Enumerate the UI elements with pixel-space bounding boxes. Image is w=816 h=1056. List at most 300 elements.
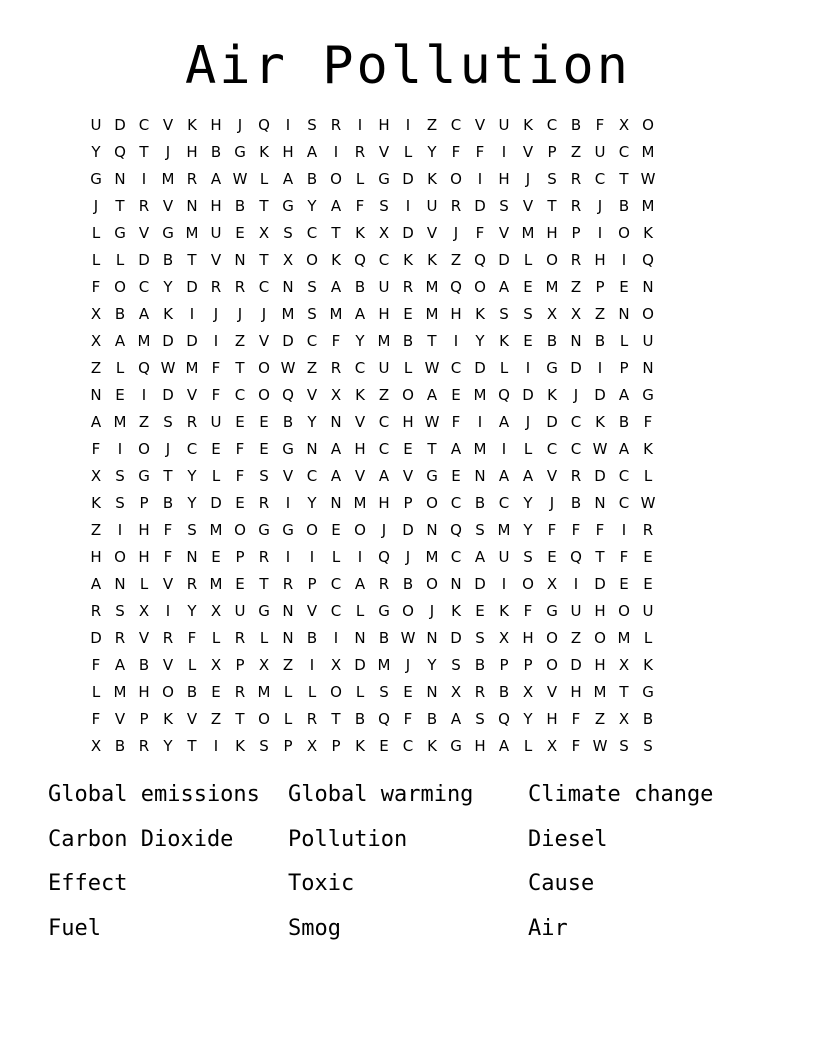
grid-letter: K [427,737,437,755]
grid-letter: A [330,467,342,485]
grid-letter: D [162,332,174,350]
grid-letter: O [474,278,486,296]
grid-letter: I [165,602,171,620]
grid-letter: I [309,548,315,566]
grid-letter: V [474,116,486,134]
grid-letter: N [330,494,342,512]
grid-letter: A [426,386,438,404]
grid-letter: R [234,278,246,296]
grid-letter: Q [498,386,510,404]
grid-letter: D [402,521,414,539]
grid-letter: C [306,332,318,350]
grid-letter: R [354,143,366,161]
grid-letter: V [282,467,294,485]
grid-letter: J [165,143,171,161]
grid-letter: K [643,440,653,458]
grid-letter: H [498,170,510,188]
grid-letter: D [594,386,606,404]
grid-letter: D [522,386,534,404]
grid-letter: L [355,170,365,188]
grid-letter: F [619,548,629,566]
grid-letter: I [405,116,411,134]
grid-letter: F [403,710,413,728]
grid-letter: P [235,656,245,674]
grid-letter: J [93,197,99,215]
grid-letter: G [378,602,390,620]
grid-letter: S [499,305,509,323]
grid-letter: U [90,116,102,134]
word-list-item: Global emissions [48,782,260,807]
grid-letter: K [187,116,197,134]
grid-letter: O [522,575,534,593]
grid-letter: V [138,629,150,647]
grid-letter: Z [90,521,102,539]
grid-letter: E [235,224,245,242]
grid-letter: D [186,278,198,296]
grid-letter: C [570,440,582,458]
grid-letter: X [330,386,342,404]
grid-letter: H [90,548,102,566]
grid-letter: S [379,197,389,215]
grid-letter: M [473,440,487,458]
grid-letter: A [498,737,510,755]
grid-letter: C [354,359,366,377]
grid-letter: O [426,575,438,593]
grid-letter: I [597,359,603,377]
grid-letter: C [306,467,318,485]
grid-letter: F [355,197,365,215]
grid-letter: B [402,332,414,350]
grid-letter: A [330,197,342,215]
grid-letter: Z [570,143,582,161]
grid-letter: F [187,629,197,647]
grid-row [84,139,732,166]
grid-letter: L [187,656,197,674]
grid-row [84,355,732,382]
grid-letter: Y [427,656,437,674]
grid-letter: T [595,548,605,566]
grid-letter: E [235,413,245,431]
grid-letter: H [210,116,222,134]
grid-letter: G [234,143,246,161]
grid-letter: S [499,197,509,215]
grid-letter: M [329,305,343,323]
grid-letter: S [115,494,125,512]
grid-letter: A [450,440,462,458]
word-list-item: Fuel [48,916,101,942]
grid-letter: H [594,251,606,269]
grid-letter: F [211,386,221,404]
grid-letter: X [210,656,222,674]
grid-letter: R [474,683,486,701]
grid-letter: B [162,251,174,269]
grid-letter: Q [498,710,510,728]
grid-letter: K [163,305,173,323]
grid-letter: P [139,710,149,728]
grid-letter: R [90,602,102,620]
letter-grid [84,112,732,760]
grid-letter: P [595,278,605,296]
grid-letter: U [498,116,510,134]
grid-letter: Y [163,278,173,296]
grid-letter: L [523,251,533,269]
grid-letter: K [475,305,485,323]
grid-letter: S [475,521,485,539]
grid-letter: I [333,629,339,647]
word-list-item: Global warming [288,782,474,807]
grid-letter: S [307,278,317,296]
grid-letter: S [259,467,269,485]
grid-letter: G [282,440,294,458]
grid-letter: T [619,170,629,188]
grid-letter: L [307,683,317,701]
grid-letter: I [333,143,339,161]
grid-letter: I [573,575,579,593]
grid-letter: O [306,521,318,539]
grid-letter: G [546,359,558,377]
grid-letter: U [498,548,510,566]
grid-letter: D [546,413,558,431]
grid-letter: V [522,143,534,161]
grid-letter: K [427,170,437,188]
grid-letter: H [594,656,606,674]
grid-letter: D [594,467,606,485]
grid-letter: R [114,629,126,647]
grid-letter: I [309,656,315,674]
grid-letter: J [405,656,411,674]
word-list-item: Diesel [528,826,608,852]
grid-letter: F [211,359,221,377]
grid-letter: L [403,143,413,161]
grid-letter: Z [282,656,294,674]
grid-letter: B [114,305,126,323]
grid-letter: E [259,413,269,431]
grid-letter: Z [234,332,246,350]
grid-letter: L [355,683,365,701]
grid-letter: I [621,251,627,269]
grid-letter: I [117,440,123,458]
grid-row [84,517,732,544]
grid-letter: C [618,143,630,161]
grid-letter: J [381,521,387,539]
grid-letter: I [141,170,147,188]
grid-letter: A [450,710,462,728]
grid-letter: N [330,413,342,431]
grid-letter: C [138,278,150,296]
grid-letter: W [640,170,656,188]
grid-letter: E [403,305,413,323]
grid-letter: P [235,548,245,566]
grid-letter: F [475,224,485,242]
grid-letter: V [186,710,198,728]
grid-letter: X [90,305,102,323]
grid-letter: C [450,494,462,512]
grid-letter: F [571,521,581,539]
word-list-item: Effect [48,871,128,897]
grid-letter: B [618,197,630,215]
grid-letter: A [498,413,510,431]
grid-letter: D [282,332,294,350]
grid-letter: V [354,413,366,431]
grid-letter: W [160,359,176,377]
grid-row [84,301,732,328]
grid-letter: X [618,656,630,674]
grid-letter: D [90,629,102,647]
grid-letter: R [186,170,198,188]
grid-letter: L [403,359,413,377]
grid-letter: C [138,116,150,134]
grid-letter: W [400,629,416,647]
grid-letter: F [163,521,173,539]
grid-letter: A [354,305,366,323]
grid-row [84,193,732,220]
grid-letter: S [619,737,629,755]
grid-letter: R [234,683,246,701]
grid-letter: T [331,224,341,242]
grid-letter: D [402,170,414,188]
grid-letter: L [139,575,149,593]
grid-letter: O [594,629,606,647]
grid-letter: X [90,467,102,485]
grid-letter: T [259,575,269,593]
grid-letter: O [450,170,462,188]
grid-letter: X [546,737,558,755]
grid-letter: V [162,575,174,593]
grid-letter: F [91,278,101,296]
grid-letter: I [213,332,219,350]
grid-letter: L [91,683,101,701]
grid-letter: X [306,737,318,755]
grid-letter: I [357,116,363,134]
grid-letter: J [213,305,219,323]
grid-letter: I [453,332,459,350]
grid-letter: I [117,521,123,539]
grid-letter: S [307,116,317,134]
grid-letter: F [235,440,245,458]
grid-letter: C [186,440,198,458]
grid-letter: J [549,494,555,512]
grid-letter: R [258,548,270,566]
grid-letter: D [186,332,198,350]
grid-letter: L [259,170,269,188]
grid-letter: N [282,629,294,647]
grid-letter: N [186,197,198,215]
grid-letter: K [163,710,173,728]
grid-letter: F [595,521,605,539]
grid-letter: C [546,116,558,134]
grid-letter: B [378,629,390,647]
grid-letter: Z [450,251,462,269]
grid-letter: F [595,116,605,134]
grid-letter: T [235,359,245,377]
grid-letter: I [405,197,411,215]
grid-letter: N [426,521,438,539]
grid-letter: R [258,494,270,512]
grid-letter: D [402,224,414,242]
grid-letter: N [426,629,438,647]
grid-letter: U [234,602,246,620]
grid-letter: B [594,332,606,350]
grid-letter: G [138,467,150,485]
grid-letter: L [523,440,533,458]
grid-letter: H [546,710,558,728]
grid-letter: O [258,359,270,377]
grid-letter: K [259,143,269,161]
grid-letter: A [378,467,390,485]
grid-letter: O [426,494,438,512]
grid-letter: P [307,575,317,593]
grid-letter: A [618,440,630,458]
grid-letter: O [402,602,414,620]
grid-letter: K [595,413,605,431]
grid-row [84,436,732,463]
grid-letter: Q [138,359,150,377]
grid-letter: I [621,521,627,539]
grid-letter: I [477,170,483,188]
grid-letter: E [619,575,629,593]
grid-letter: M [641,197,655,215]
grid-letter: S [187,521,197,539]
grid-letter: C [402,737,414,755]
grid-letter: F [91,710,101,728]
grid-letter: X [618,710,630,728]
grid-letter: H [402,413,414,431]
grid-letter: E [523,278,533,296]
grid-letter: B [354,278,366,296]
grid-row [84,733,732,760]
grid-letter: O [546,656,558,674]
grid-letter: H [138,548,150,566]
grid-letter: B [114,737,126,755]
grid-letter: T [115,197,125,215]
grid-letter: T [139,143,149,161]
grid-letter: O [618,224,630,242]
grid-letter: P [139,494,149,512]
grid-letter: L [619,332,629,350]
grid-letter: Q [474,251,486,269]
grid-letter: G [426,467,438,485]
grid-letter: R [210,278,222,296]
grid-letter: Y [91,143,101,161]
grid-letter: R [642,521,654,539]
word-list-item: Air [528,916,568,942]
grid-letter: Q [570,548,582,566]
grid-letter: M [377,332,391,350]
grid-letter: B [570,116,582,134]
grid-letter: I [285,116,291,134]
grid-letter: N [594,494,606,512]
grid-letter: M [545,278,559,296]
grid-letter: E [547,548,557,566]
grid-letter: D [474,359,486,377]
grid-letter: M [641,143,655,161]
grid-letter: C [570,413,582,431]
grid-letter: I [357,548,363,566]
grid-letter: K [643,656,653,674]
grid-letter: F [643,413,653,431]
grid-letter: V [306,386,318,404]
grid-letter: G [642,683,654,701]
grid-letter: V [114,710,126,728]
grid-letter: H [282,143,294,161]
grid-letter: B [426,710,438,728]
grid-letter: V [402,467,414,485]
grid-letter: D [138,251,150,269]
word-list-item: Toxic [288,871,355,897]
grid-letter: V [426,224,438,242]
grid-letter: V [162,197,174,215]
grid-letter: X [330,656,342,674]
grid-letter: A [138,305,150,323]
grid-letter: X [570,305,582,323]
grid-letter: K [403,251,413,269]
word-list-item: Pollution [288,826,408,852]
grid-letter: L [115,359,125,377]
grid-letter: A [354,575,366,593]
grid-letter: I [501,440,507,458]
grid-letter: W [592,737,608,755]
grid-letter: L [283,683,293,701]
grid-letter: B [186,683,198,701]
grid-letter: P [619,359,629,377]
grid-letter: F [475,143,485,161]
grid-letter: S [283,224,293,242]
grid-letter: P [331,737,341,755]
grid-letter: O [114,278,126,296]
grid-letter: L [91,224,101,242]
grid-letter: N [282,602,294,620]
grid-letter: M [617,629,631,647]
grid-letter: V [210,251,222,269]
grid-letter: T [187,251,197,269]
grid-letter: M [185,224,199,242]
grid-letter: M [497,521,511,539]
grid-letter: T [331,710,341,728]
grid-letter: L [283,710,293,728]
grid-letter: X [90,737,102,755]
grid-letter: O [258,710,270,728]
grid-letter: X [90,332,102,350]
grid-letter: G [546,602,558,620]
grid-letter: V [186,386,198,404]
grid-letter: R [282,575,294,593]
grid-letter: L [499,359,509,377]
grid-letter: B [282,413,294,431]
grid-letter: Y [523,494,533,512]
grid-letter: E [403,683,413,701]
grid-letter: K [331,251,341,269]
grid-letter: X [618,116,630,134]
grid-letter: K [523,116,533,134]
grid-letter: Q [642,251,654,269]
grid-letter: M [113,683,127,701]
grid-letter: O [642,305,654,323]
grid-letter: T [163,467,173,485]
grid-letter: B [642,710,654,728]
grid-letter: M [113,413,127,431]
grid-letter: M [161,170,175,188]
grid-letter: P [403,494,413,512]
grid-letter: R [330,359,342,377]
grid-letter: N [570,332,582,350]
grid-letter: K [355,737,365,755]
grid-letter: B [234,197,246,215]
grid-letter: M [137,332,151,350]
grid-letter: S [379,683,389,701]
grid-letter: S [163,413,173,431]
grid-letter: M [473,386,487,404]
page-title: Air Pollution [185,36,631,96]
